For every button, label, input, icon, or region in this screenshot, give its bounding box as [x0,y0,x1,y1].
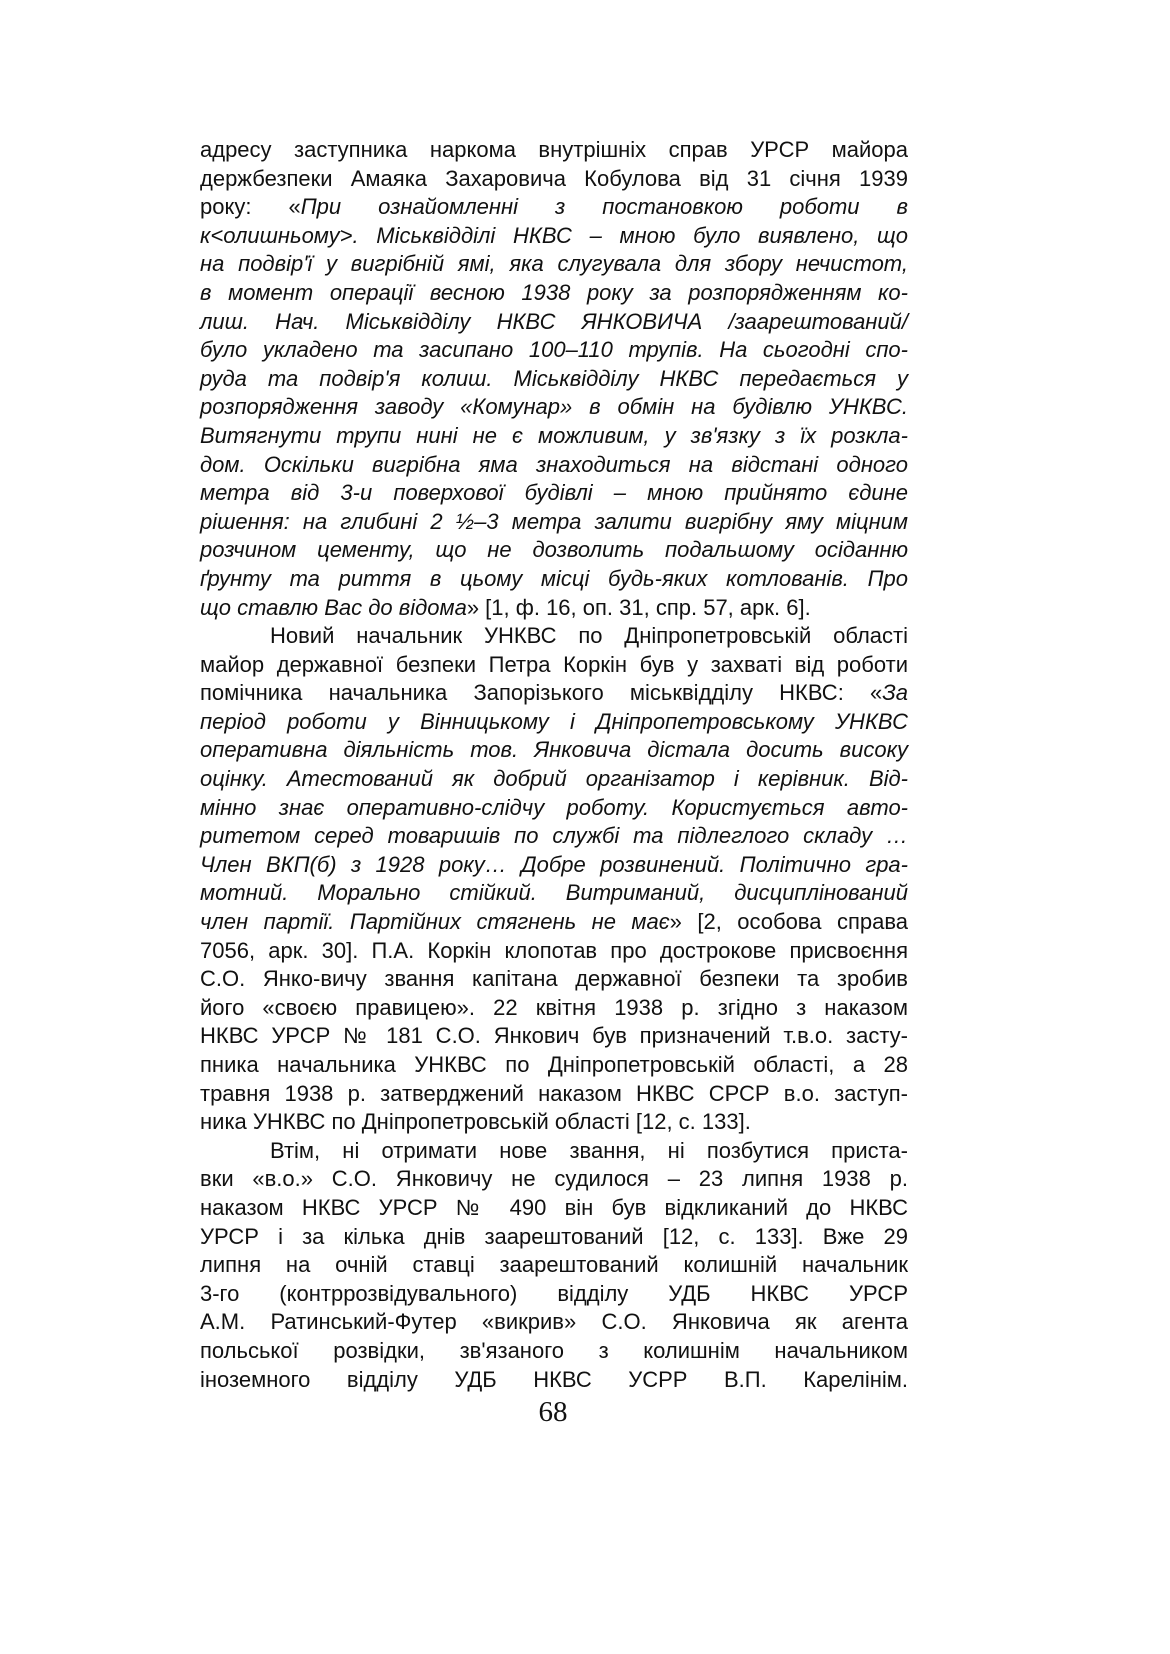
quoted-text: лиш. Нач. Міськвідділу НКВС ЯНКОВИЧА /заарештований/ [200,308,908,334]
text-line [200,479,908,508]
quoted-text: оцінку. Атестований як добрий організатор і керівник. Від- [200,766,908,792]
quoted-text: За [882,680,908,706]
text-line [200,937,908,966]
text-line [200,165,908,194]
text-line [200,651,908,680]
text-line [200,1366,908,1395]
body-text-span: ника УНКВС по Дніпропетровській області [12, с. 133]. [200,1109,751,1135]
text-line [200,1223,908,1252]
text-line [200,279,908,308]
text-line [200,1022,908,1051]
text-line [200,908,908,937]
text-line [200,1137,908,1166]
text-line [200,222,908,251]
text-line [200,736,908,765]
text-line [200,393,908,422]
text-line [200,622,908,651]
quoted-text: розчином цементу, що не дозволить подальшому осіданню [200,537,908,563]
text-line [200,565,908,594]
quoted-text: в момент операції весною 1938 року за розпорядженням ко- [200,279,908,305]
text-line [200,1251,908,1280]
body-text-span: пника начальника УНКВС по Дніпропетровській області, а 28 [200,1052,908,1077]
text-line [200,365,908,394]
quoted-text: мінно знає оперативно-слідчу роботу. Користується авто- [200,794,908,820]
body-text-span: Втім, ні отримати нове звання, ні позбутися приста- [270,1137,908,1163]
body-text-span: травня 1938 р. затверджений наказом НКВС СРСР в.о. заступ- [200,1080,908,1106]
quoted-text: оперативна діяльність тов. Янковича дістала досить високу [200,737,908,763]
body-text [200,136,908,1394]
body-text-span: липня на очній ставці заарештований колишній начальник [200,1252,908,1278]
quoted-text: ґрунту та риття в цьому місці будь-яких котлованів. Про [200,565,908,591]
body-text-span: держбезпеки Амаяка Захаровича Кобулова від 31 січня 1939 [200,165,908,191]
body-text-span: польської розвідки, зв'язаного з колишнім начальником [200,1337,908,1363]
body-text-span: С.О. Янко-вичу звання капітана державної безпеки та зробив [200,966,908,992]
body-text-span: 3-го (контррозвідувального) відділу УДБ НКВС УРСР [200,1280,908,1306]
quoted-text: що ставлю Вас до відома [200,594,467,620]
quoted-text: рішення: на глибині 2 ½–3 метра залити вигрібну яму міцним [200,508,908,534]
body-text-span: наказом НКВС УРСР № 490 він був відкликаний до НКВС [200,1194,908,1220]
text-line [200,708,908,737]
text-line [200,765,908,794]
text-line [200,308,908,337]
text-line [200,822,908,851]
body-text-span: року: « [200,194,301,220]
body-text-span: 7056, арк. 30]. П.А. Коркін клопотав про дострокове присвоєння [200,937,908,963]
quoted-text: мотний. Морально стійкий. Витриманий, дисциплінований [200,880,908,906]
quoted-text: на подвір'ї у вигрібній ямі, яка слугувала для збору нечистот, [200,251,908,277]
quoted-text: член партії. Партійних стягнень не має [200,909,670,935]
text-line [200,422,908,451]
text-line [200,679,908,708]
quoted-text: дом. Оскільки вигрібна яма знаходиться на відстані одного [200,451,908,477]
text-line [200,451,908,480]
body-text-span: УРСР і за кілька днів заарештований [12, с. 133]. Вже 29 [200,1223,908,1249]
text-line [200,1165,908,1194]
text-line [200,1337,908,1366]
text-line [200,1051,908,1080]
text-line [200,794,908,823]
body-text-span: » [2, особова справа [669,909,908,935]
body-text-span: його «своєю правицею». 22 квітня 1938 р. згідно з наказом [200,994,908,1020]
text-line [200,965,908,994]
quoted-text: було укладено та засипано 100–110 трупів. На сьогодні спо- [200,337,908,363]
quoted-text: Член ВКП(б) з 1928 року… Добре розвинений. Політично гра- [200,851,908,877]
body-text-span: помічника начальника Запорізького міськвідділу НКВС: « [200,680,883,706]
body-text-span: іноземного відділу УДБ НКВС УСРР В.П. Карелінім. [200,1366,908,1392]
text-line [200,851,908,880]
quoted-text: руда та подвір'я колиш. Міськвідділу НКВС передається у [200,365,908,391]
quoted-text: ритетом серед товаришів по службі та підлеглого складу … [200,823,908,849]
quoted-text: Витягнути трупи нині не є можливим, у зв'язку з їх розкла- [200,422,908,448]
page-number: 68 [538,1396,568,1428]
text-line [200,193,908,222]
quoted-text: розпорядження заводу «Комунар» в обмін на будівлю УНКВС. [200,394,908,420]
text-line [200,879,908,908]
text-line [200,250,908,279]
text-line [200,1080,908,1109]
text-line [200,1194,908,1223]
body-text-span: Новий начальник УНКВС по Дніпропетровській області [270,623,908,649]
text-line [200,1280,908,1309]
text-line [200,508,908,537]
body-text-span: » [1, ф. 16, оп. 31, спр. 57, арк. 6]. [466,594,811,620]
quoted-text: к<олишньому>. Міськвідділі НКВС – мною було виявлено, що [200,222,908,248]
quoted-text: При ознайомленні з постановкою роботи в [300,194,908,220]
text-line [200,1108,908,1137]
body-text-span: НКВС УРСР № 181 С.О. Янкович був призначений т.в.о. засту- [200,1023,908,1049]
body-text-span: вки «в.о.» С.О. Янковичу не судилося – 23 липня 1938 р. [200,1166,908,1192]
text-line [200,594,908,623]
body-text-span: майор державної безпеки Петра Коркін був у захваті від роботи [200,651,908,677]
text-line [200,136,908,165]
text-line [200,336,908,365]
quoted-text: метра від 3-и поверхової будівлі – мною прийнято єдине [200,480,908,506]
text-line [200,536,908,565]
body-text-span: адресу заступника наркома внутрішніх справ УРСР майора [200,137,908,162]
quoted-text: період роботи у Вінницькому і Дніпропетровському УНКВС [200,708,908,734]
text-line [200,994,908,1023]
text-line [200,1308,908,1337]
body-text-span: А.М. Ратинський-Футер «викрив» С.О. Янковича як агента [200,1309,908,1335]
